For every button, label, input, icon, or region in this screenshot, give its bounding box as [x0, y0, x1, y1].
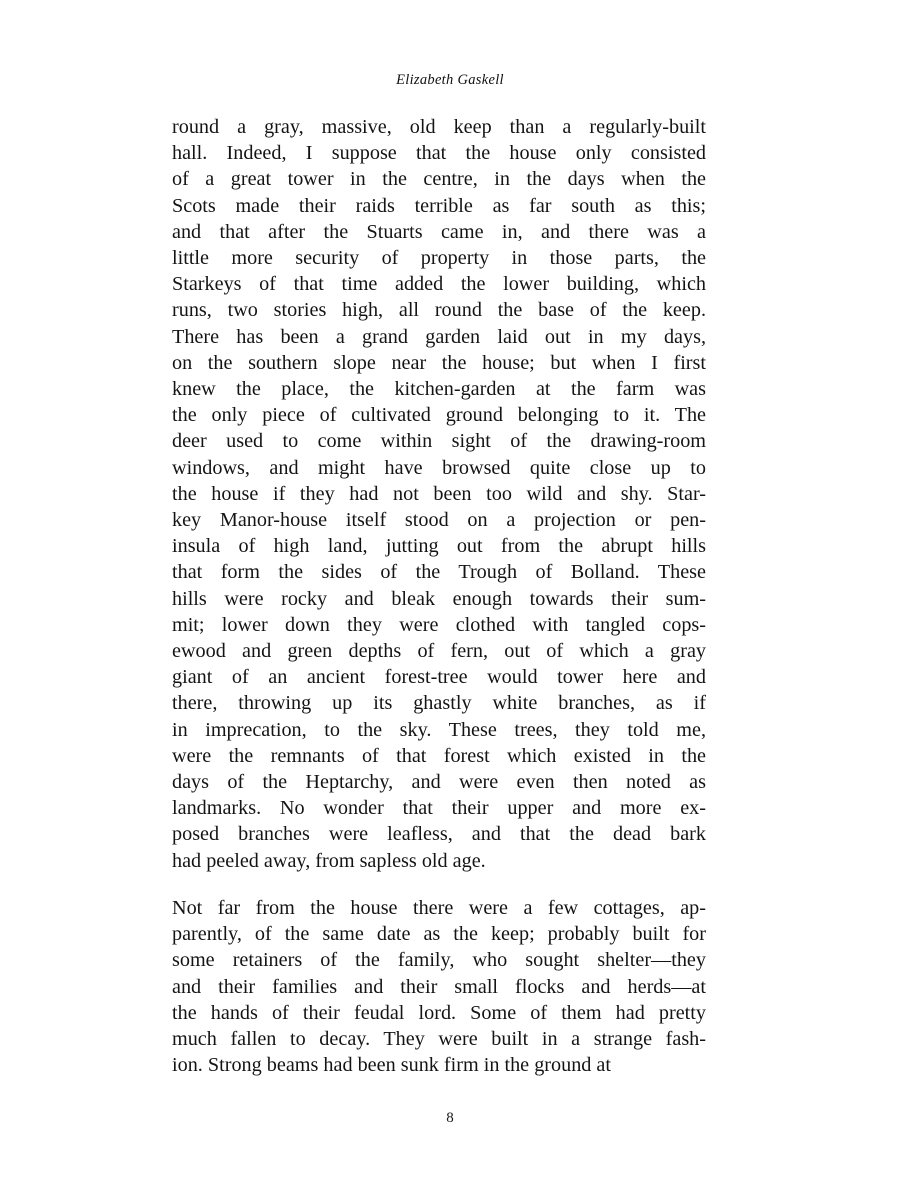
text-line: the hands of their feudal lord. Some of them had pretty [172, 1001, 706, 1024]
text-line: windows, and might have browsed quite close up to [172, 456, 706, 479]
text-line: in imprecation, to the sky. These trees, they told me, [172, 718, 707, 741]
text-line: ion. Strong beams had been sunk firm in the ground at [172, 1054, 611, 1077]
text-line: on the southern slope near the house; but when I first [172, 351, 706, 374]
text-line: of a great tower in the centre, in the days when the [172, 168, 706, 191]
text-line: Starkeys of that time added the lower building, which [172, 273, 706, 296]
text-line: key Manor-house itself stood on a projection or pen- [172, 509, 706, 532]
text-line: runs, two stories high, all round the base of the keep. [172, 299, 706, 322]
text-line: insula of high land, jutting out from the abrupt hills [172, 535, 706, 558]
text-line: posed branches were leafless, and that the dead bark [172, 823, 706, 846]
body-text-block [172, 114, 706, 1078]
text-line: the house if they had not been too wild and shy. Star- [172, 482, 706, 505]
text-line: little more security of property in those parts, the [172, 247, 707, 270]
text-line: much fallen to decay. They were built in a strange fash- [172, 1027, 706, 1050]
text-line: were the remnants of that forest which existed in the [172, 744, 706, 767]
running-head: Elizabeth Gaskell [396, 72, 504, 88]
text-line: there, throwing up its ghastly white branches, as if [172, 692, 706, 715]
text-line: hall. Indeed, I suppose that the house only consisted [172, 142, 706, 165]
text-line: and that after the Stuarts came in, and there was a [172, 220, 706, 243]
text-line: hills were rocky and bleak enough towards their sum- [172, 587, 706, 610]
text-line: days of the Heptarchy, and were even then noted as [172, 771, 706, 794]
text-line: knew the place, the kitchen-garden at the farm was [172, 378, 707, 401]
text-line: landmarks. No wonder that their upper and more ex- [172, 797, 706, 820]
text-line: ewood and green depths of fern, out of which a gray [172, 640, 706, 663]
page-number: 8 [446, 1110, 454, 1126]
text-line: deer used to come within sight of the drawing-room [172, 430, 706, 453]
text-line: some retainers of the family, who sought shelter—they [172, 949, 706, 972]
text-line: giant of an ancient forest-tree would tower here and [172, 666, 706, 689]
text-line: There has been a grand garden laid out in my days, [172, 325, 706, 348]
text-line: and their families and their small flocks and herds—at [172, 975, 706, 998]
text-line: that form the sides of the Trough of Bolland. These [172, 561, 706, 584]
text-line: parently, of the same date as the keep; probably built for [172, 923, 706, 946]
paragraph-2 [172, 895, 706, 1078]
text-line: round a gray, massive, old keep than a regularly-built [172, 116, 706, 138]
text-line: had peeled away, from sapless old age. [172, 849, 486, 872]
paragraph-1 [172, 114, 706, 874]
text-line: mit; lower down they were clothed with tangled cops- [172, 613, 706, 636]
text-line: the only piece of cultivated ground belonging to it. The [172, 404, 706, 427]
text-line: Scots made their raids terrible as far south as this; [172, 194, 706, 217]
text-line: Not far from the house there were a few cottages, ap- [172, 896, 706, 919]
